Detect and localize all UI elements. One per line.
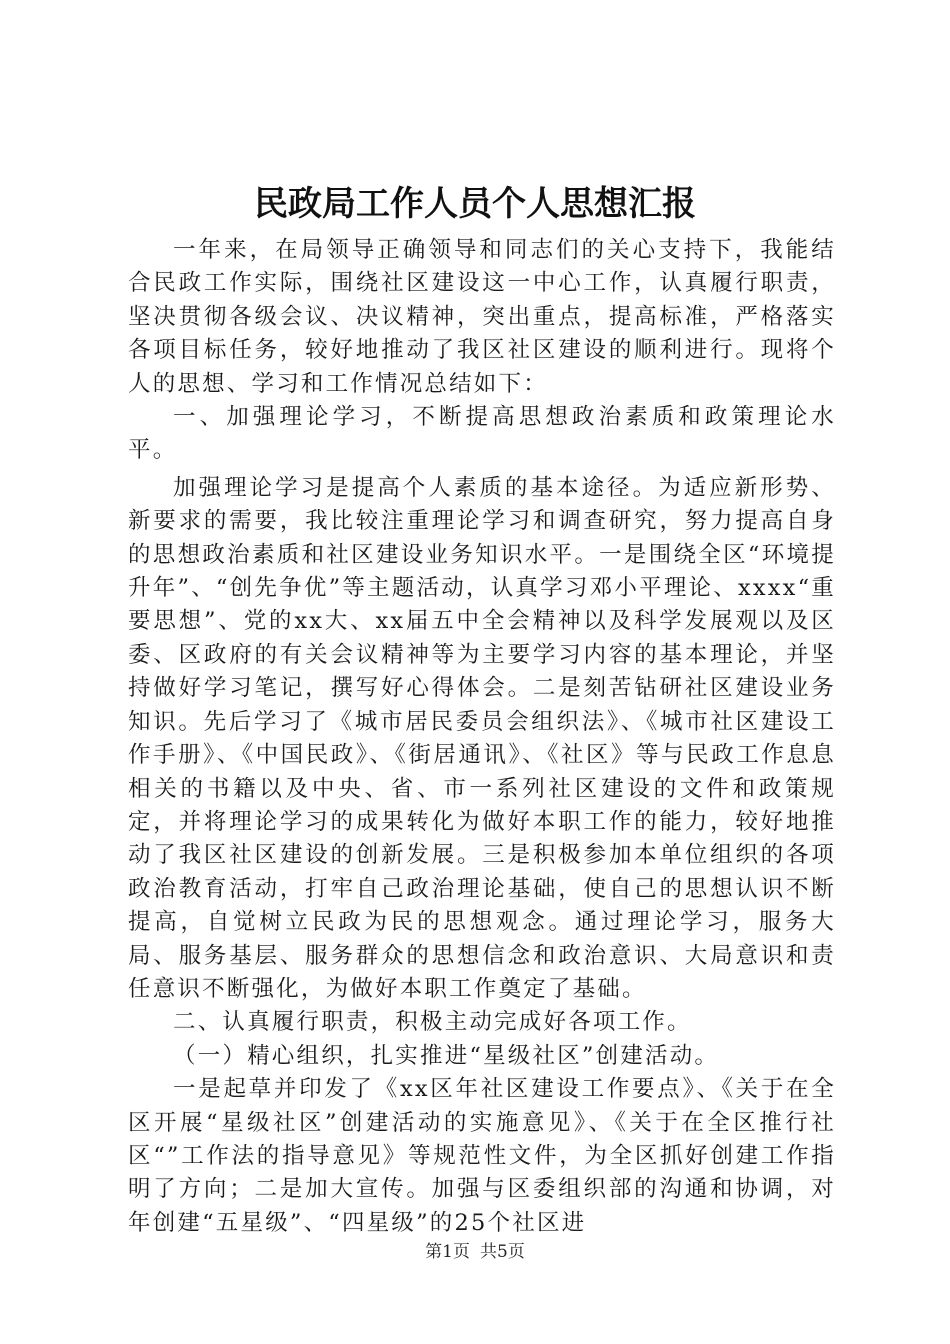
page-footer xyxy=(0,1240,950,1264)
paragraph-star-community: 一是起草并印发了《xx区年社区建设工作要点》、《关于在全区开展“星级社区”创建活动的实施意见》、《关于在全区推行社区“”工作法的指导意见》等规范性文件，为全区抓好创建工作指明了方向；二是加大宣传。加强与区委组织部的沟通和协调，对年创建“五星级”、“四星级”的25个社区进 xyxy=(128,1076,836,1236)
document-title: 民政局工作人员个人思想汇报 xyxy=(254,184,696,224)
page-total: 共5页 xyxy=(480,1242,525,1262)
paragraph-intro: 一年来，在局领导正确领导和同志们的关心支持下，我能结合民政工作实际，围绕社区建设这一中心工作，认真履行职责，坚决贯彻各级会议、决议精神，突出重点，提高标准，严格落实各项目标任务，较好地推动了我区社区建设的顺利进行。现将个人的思想、学习和工作情况总结如下： xyxy=(128,237,836,397)
page-number: 第1页 xyxy=(425,1242,470,1262)
section-heading-2: 二、认真履行职责，积极主动完成好各项工作。 xyxy=(173,1009,692,1036)
paragraph-theory-study: 加强理论学习是提高个人素质的基本途径。为适应新形势、新要求的需要，我比较注重理论学习和调查研究，努力提高自身的思想政治素质和社区建设业务知识水平。一是围绕全区“环境提升年”、“创先争优”等主题活动，认真学习邓小平理论、xxxx“重要思想”、党的xx大、xx届五中全会精神以及科学发展观以及区委、区政府的有关会议精神等为主要学习内容的基本理论，并坚持做好学习笔记，撰写好心得体会。二是刻苦钻研社区建设业务知识。先后学习了《城市居民委员会组织法》、《城市社区建设工作手册》、《中国民政》、《街居通讯》、《社区》等与民政工作息息相关的书籍以及中央、省、市一系列社区建设的文件和政策规定，并将理论学习的成果转化为做好本职工作的能力，较好地推动了我区社区建设的创新发展。三是积极参加本单位组织的各项政治教育活动，打牢自己政治理论基础，使自己的思想认识不断提高，自觉树立民政为民的思想观念。通过理论学习，服务大局、服务基层、服务群众的思想信念和政治意识、大局意识和责任意识不断强化，为做好本职工作奠定了基础。 xyxy=(128,474,836,1002)
subsection-heading-1: （一）精心组织，扎实推进“星级社区”创建活动。 xyxy=(173,1042,720,1069)
document-body xyxy=(128,234,836,1240)
section-heading-1: 一、加强理论学习，不断提高思想政治素质和政策理论水平。 xyxy=(128,404,836,464)
